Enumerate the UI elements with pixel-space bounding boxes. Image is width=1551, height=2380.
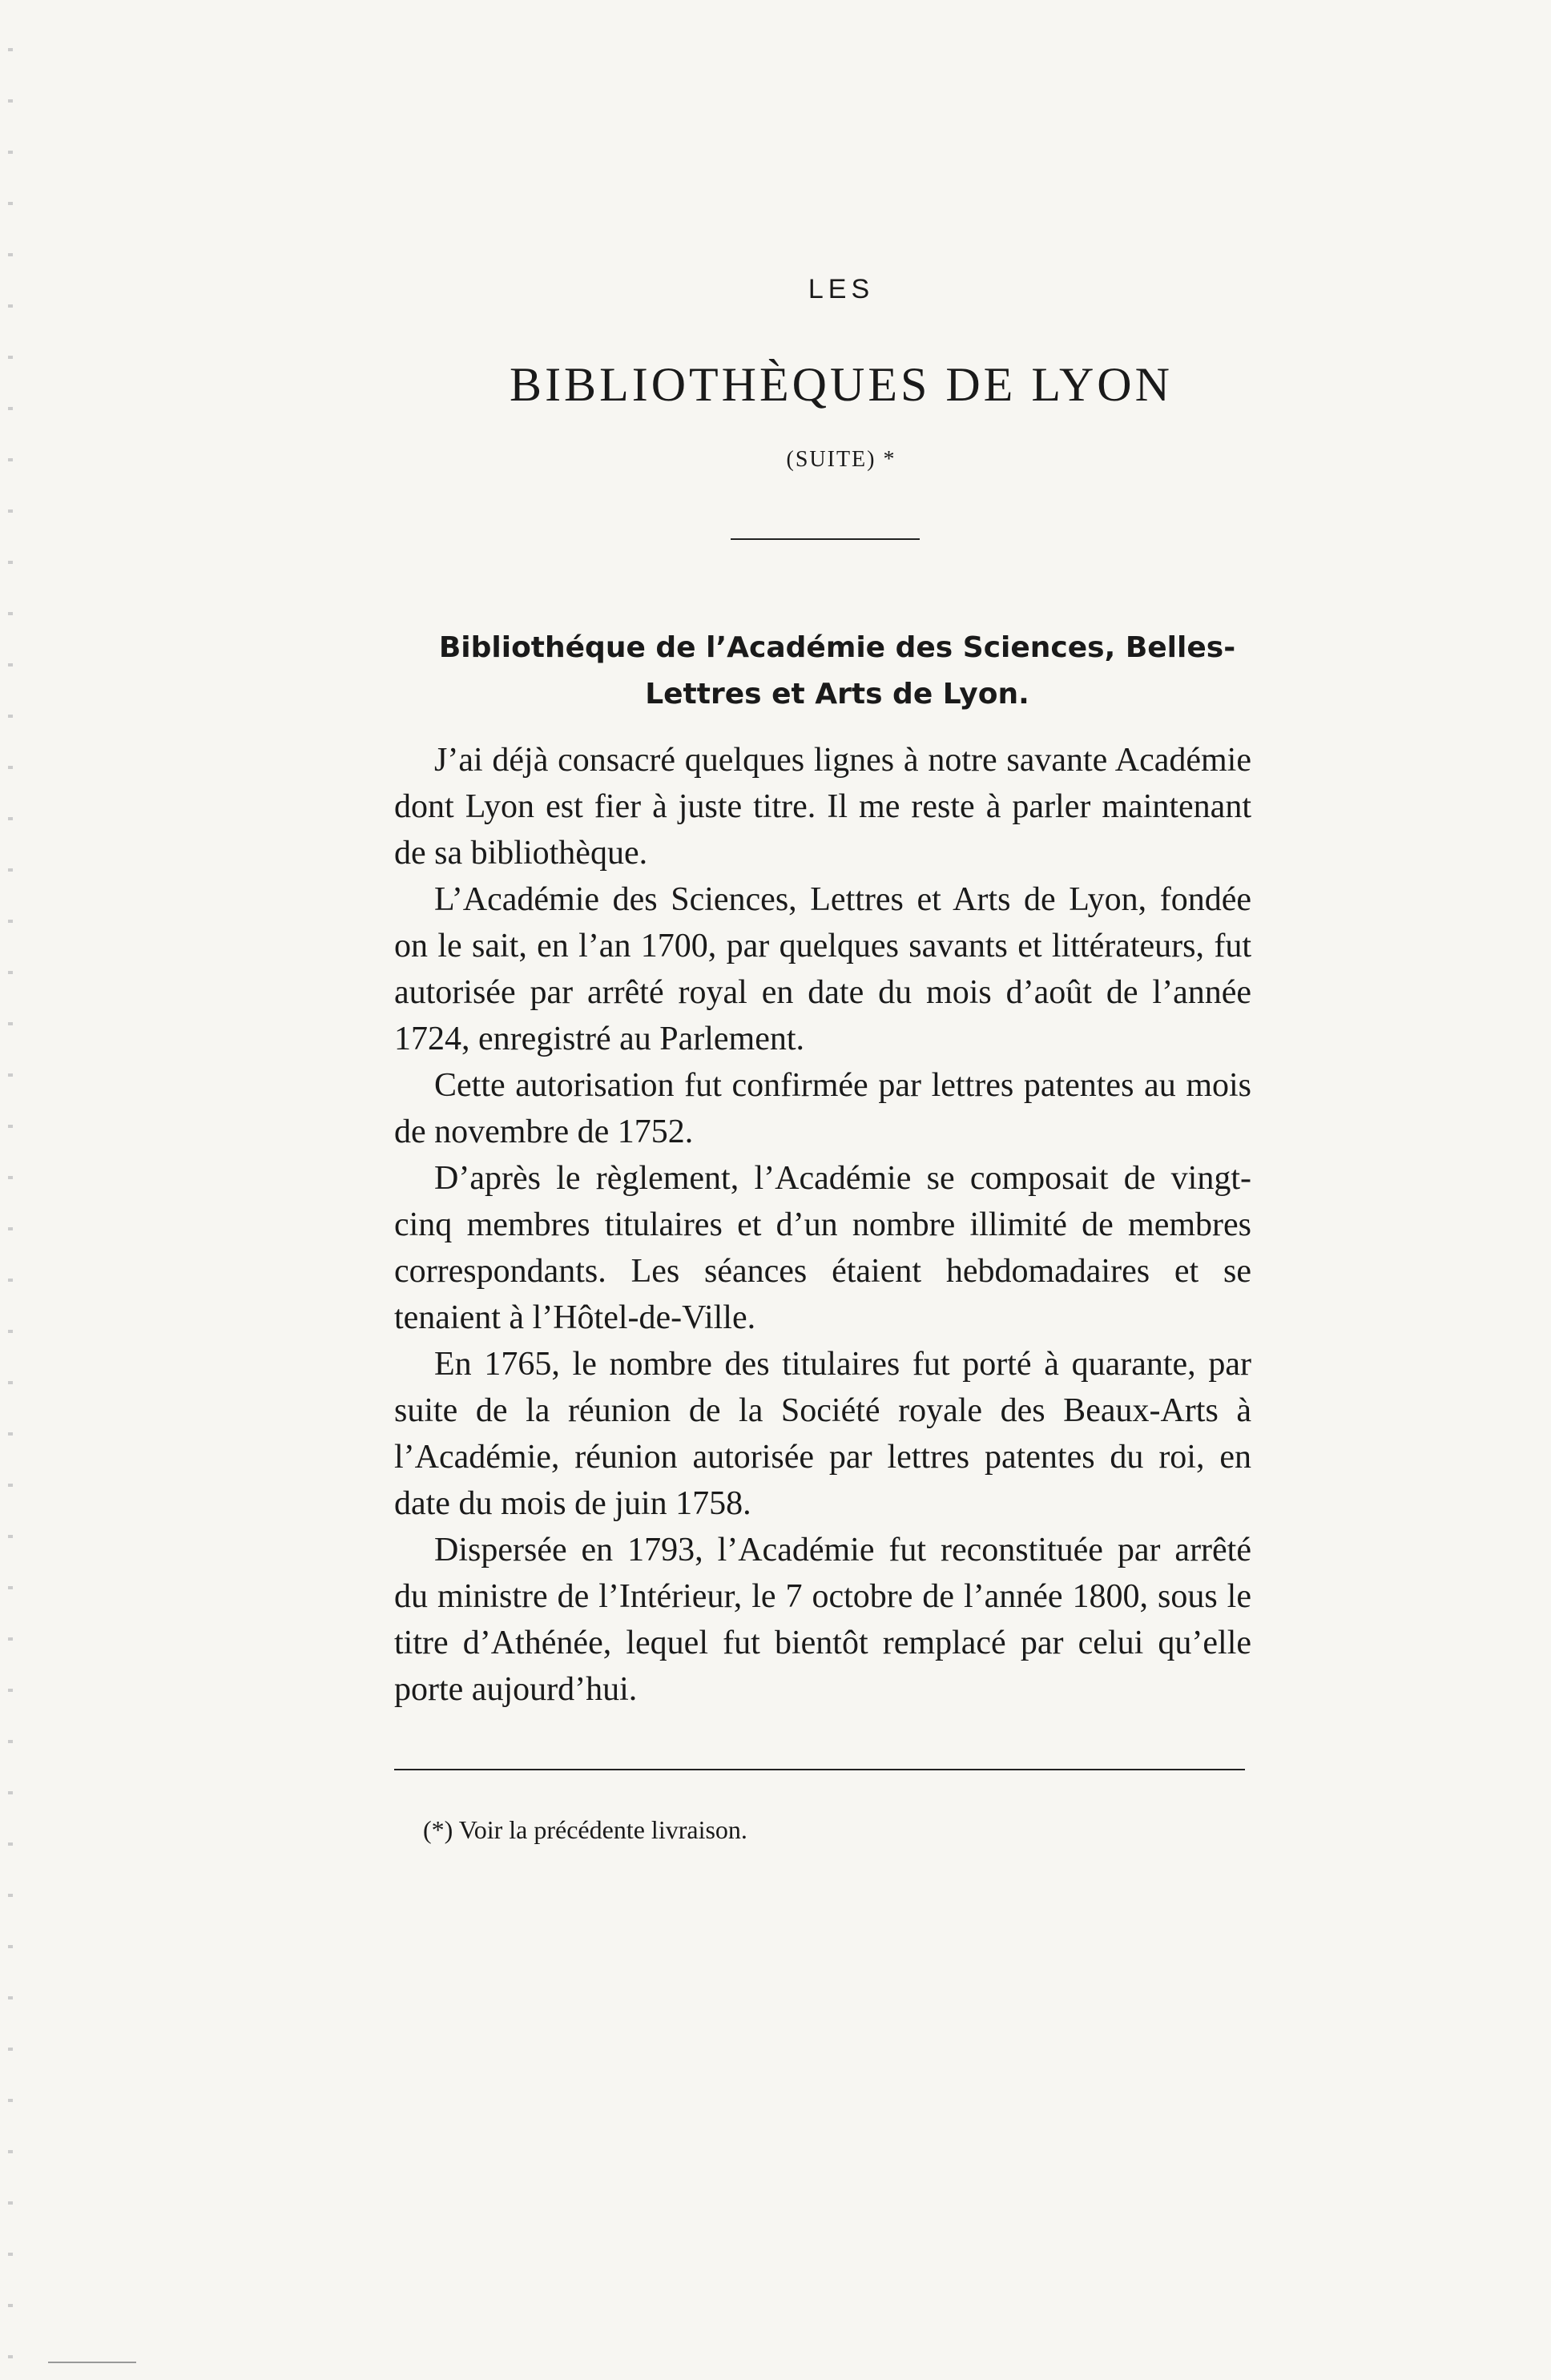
bottom-edge-mark	[48, 2362, 136, 2363]
subtitle: (SUITE) *	[786, 447, 896, 472]
section-heading	[417, 625, 1258, 718]
section-heading-line-2: Lettres et Arts de Lyon.	[645, 678, 1029, 711]
paragraph: L’Académie des Sciences, Lettres et Arts de Lyon, fondée on le sait, en l’an 1700, par quelques savants et littérateurs, fut autorisée par arrêté royal en date du mois d’août de l’année 1724, enregistré au Parlement.	[394, 881, 1251, 1057]
title-divider	[731, 538, 920, 540]
section-heading-line-1: Bibliothéque de l’Académie des Sciences, Belles-	[438, 631, 1236, 664]
paragraph: D’après le règlement, l’Académie se composait de vingt-cinq membres titulaires et d’un nombre illimité de membres correspondants. Les séances étaient hebdomadaires et se tenaient à l’Hôtel-de-Ville.	[394, 1160, 1251, 1336]
paragraph: J’ai déjà consacré quelques lignes à notre savante Académie dont Lyon est fier à juste titre. Il me reste à parler maintenant de sa bibliothèque.	[394, 742, 1251, 872]
page-title: BIBLIOTHÈQUES DE LYON	[510, 358, 1173, 411]
footnote: (*) Voir la précédente livraison.	[423, 1815, 747, 1844]
paragraph: Dispersée en 1793, l’Académie fut reconstituée par arrêté du ministre de l’Intérieur, le 7 octobre de l’année 1800, sous le titre d’Athénée, lequel fut bientôt remplacé par celui qu’elle porte aujourd’hui.	[394, 1532, 1251, 1708]
body-text	[394, 737, 1251, 1713]
paragraph: Cette autorisation fut confirmée par lettres patentes au mois de novembre de 1752.	[394, 1067, 1251, 1150]
footnote-divider	[394, 1769, 1245, 1770]
title-overline: LES	[808, 274, 875, 304]
paragraph: En 1765, le nombre des titulaires fut porté à quarante, par suite de la réunion de la Société royale des Beaux-Arts à l’Académie, réunion autorisée par lettres patentes du roi, en date du mois de juin 1758.	[394, 1346, 1251, 1522]
